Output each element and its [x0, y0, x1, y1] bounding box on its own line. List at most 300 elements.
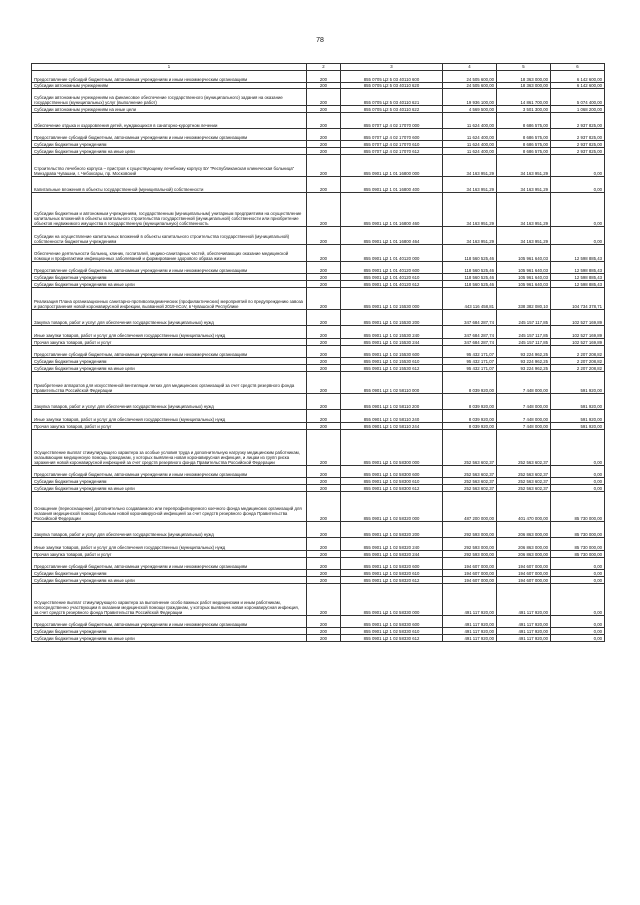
- row-code-cell: 200: [307, 466, 341, 478]
- row-name-cell: Субсидии бюджетным учреждениям на иные цели: [32, 365, 307, 372]
- row-name-cell: Предоставление субсидий бюджетным, автономным учреждениям и иным некоммерческим организациям: [32, 262, 307, 274]
- row-name-cell: Субсидии бюджетным учреждениям: [32, 141, 307, 148]
- row-code-cell: 200: [307, 148, 341, 155]
- table-row: [32, 274, 605, 281]
- row-approved-cell: 252 563 602,37: [443, 466, 497, 478]
- row-name-cell: Субсидии бюджетным учреждениям: [32, 274, 307, 281]
- row-name-cell: Иные закупки товаров, работ и услуг для обеспечения государственных (муниципальных) нужд: [32, 326, 307, 339]
- row-code-cell: 200: [307, 538, 341, 551]
- row-classification-cell: 855 0901 Ц2 1 02 58320 610: [341, 570, 443, 577]
- row-unexecuted-cell: 6 142 600,00: [551, 71, 605, 83]
- row-approved-cell: 252 563 602,37: [443, 485, 497, 492]
- row-approved-cell: 194 607 000,00: [443, 570, 497, 577]
- row-code-cell: 200: [307, 372, 341, 394]
- row-executed-cell: 105 961 640,03: [497, 262, 551, 274]
- row-executed-cell: 245 157 117,85: [497, 339, 551, 346]
- table-row: [32, 129, 605, 141]
- row-code-cell: 200: [307, 584, 341, 616]
- row-code-cell: 200: [307, 113, 341, 129]
- row-approved-cell: 4 569 500,00: [443, 106, 497, 113]
- row-name-cell: Предоставление субсидий бюджетным, автономным учреждениям и иным некоммерческим организациям: [32, 129, 307, 141]
- row-name-cell: Закупка товаров, работ и услуг для обеспечения государственных (муниципальных) нужд: [32, 394, 307, 410]
- row-code-cell: 200: [307, 394, 341, 410]
- row-executed-cell: 93 224 962,25: [497, 358, 551, 365]
- row-unexecuted-cell: 102 527 169,89: [551, 339, 605, 346]
- row-name-cell: Реализация Плана организационных санитарно-противоэпидемических (профилактических) мероприятий по предупреждению завоза и распространения новой коронавирусной инфекции, вызванной 2019-nCoV, в Чувашской Республике: [32, 288, 307, 310]
- row-classification-cell: 855 0901 Ц2 1 02 58320 000: [341, 492, 443, 522]
- row-executed-cell: 7 448 000,00: [497, 372, 551, 394]
- row-name-cell: Предоставление субсидий бюджетным, автономным учреждениям и иным некоммерческим организациям: [32, 466, 307, 478]
- row-code-cell: 200: [307, 193, 341, 227]
- row-code-cell: 200: [307, 423, 341, 430]
- row-executed-cell: 491 117 920,00: [497, 635, 551, 642]
- row-name-cell: Субсидии бюджетным и автономным учреждениям, государственным (муниципальным) унитарным предприятиям на осуществление капитальных вложений в объекты капитального строительства государственной (муниципальной) собственности или приобретение объектов недвижимого имущества в государственную (муниципальную) собственность: [32, 193, 307, 227]
- row-unexecuted-cell: 0,00: [551, 577, 605, 584]
- row-executed-cell: 18 363 000,00: [497, 83, 551, 89]
- row-approved-cell: 252 563 602,37: [443, 478, 497, 485]
- row-executed-cell: 206 863 000,00: [497, 522, 551, 538]
- row-classification-cell: 855 0705 Ц2 5 03 40110 622: [341, 106, 443, 113]
- row-unexecuted-cell: 85 730 000,00: [551, 538, 605, 551]
- row-unexecuted-cell: 0,00: [551, 466, 605, 478]
- row-code-cell: 200: [307, 129, 341, 141]
- row-approved-cell: 118 560 525,46: [443, 274, 497, 281]
- row-code-cell: 200: [307, 558, 341, 570]
- row-executed-cell: 93 224 962,25: [497, 346, 551, 358]
- row-approved-cell: 95 432 171,07: [443, 358, 497, 365]
- row-classification-cell: 855 0901 Ц2 1 02 58320 240: [341, 538, 443, 551]
- row-code-cell: 200: [307, 310, 341, 326]
- row-approved-cell: 252 563 602,37: [443, 430, 497, 466]
- row-approved-cell: 24 505 600,00: [443, 71, 497, 83]
- row-unexecuted-cell: 2 207 208,82: [551, 365, 605, 372]
- row-approved-cell: 347 684 287,74: [443, 339, 497, 346]
- row-code-cell: 200: [307, 141, 341, 148]
- row-unexecuted-cell: 591 920,00: [551, 394, 605, 410]
- row-approved-cell: 487 200 000,00: [443, 492, 497, 522]
- row-code-cell: 200: [307, 326, 341, 339]
- row-code-cell: 200: [307, 281, 341, 288]
- row-approved-cell: 491 117 920,00: [443, 635, 497, 642]
- table-row: [32, 227, 605, 245]
- row-executed-cell: 7 448 000,00: [497, 423, 551, 430]
- row-unexecuted-cell: 0,00: [551, 485, 605, 492]
- row-unexecuted-cell: 591 920,00: [551, 423, 605, 430]
- row-code-cell: 200: [307, 227, 341, 245]
- row-approved-cell: 491 117 920,00: [443, 584, 497, 616]
- table-row: [32, 245, 605, 262]
- row-code-cell: 200: [307, 358, 341, 365]
- row-classification-cell: 855 0901 Ц2 1 02 15530 000: [341, 288, 443, 310]
- row-unexecuted-cell: 0,00: [551, 193, 605, 227]
- row-classification-cell: 855 0901 Ц2 1 01 16800 000: [341, 155, 443, 177]
- row-executed-cell: 491 117 920,00: [497, 584, 551, 616]
- row-unexecuted-cell: 12 598 885,43: [551, 245, 605, 262]
- row-classification-cell: 855 0901 Ц2 1 02 58300 000: [341, 430, 443, 466]
- row-classification-cell: 855 0901 Ц2 1 02 15530 610: [341, 358, 443, 365]
- row-classification-cell: 855 0901 Ц2 1 02 58320 600: [341, 558, 443, 570]
- table-row: [32, 430, 605, 466]
- row-code-cell: 200: [307, 616, 341, 628]
- row-executed-cell: 18 363 000,00: [497, 71, 551, 83]
- row-classification-cell: 855 0705 Ц2 5 03 40110 621: [341, 89, 443, 106]
- row-approved-cell: 347 684 287,74: [443, 326, 497, 339]
- row-name-cell: Субсидии на осуществление капитальных вложений в объекты капитального строительства государственной (муниципальной) собственности бюджетным учреждениям: [32, 227, 307, 245]
- row-approved-cell: 8 039 920,00: [443, 394, 497, 410]
- table-row: [32, 423, 605, 430]
- table-row: [32, 492, 605, 522]
- row-unexecuted-cell: 0,00: [551, 584, 605, 616]
- row-approved-cell: 292 593 000,00: [443, 551, 497, 558]
- row-classification-cell: 855 0901 Ц2 1 02 58320 244: [341, 551, 443, 558]
- table-row: [32, 326, 605, 339]
- column-header: 6: [551, 64, 605, 71]
- row-unexecuted-cell: 12 598 885,43: [551, 262, 605, 274]
- row-code-cell: 200: [307, 83, 341, 89]
- row-code-cell: 200: [307, 339, 341, 346]
- row-classification-cell: 855 0707 Ц2 4 02 17070 600: [341, 129, 443, 141]
- row-classification-cell: 855 0901 Ц2 1 02 58330 612: [341, 635, 443, 642]
- row-approved-cell: 34 163 951,29: [443, 155, 497, 177]
- row-unexecuted-cell: 102 527 169,89: [551, 310, 605, 326]
- row-approved-cell: 95 432 171,07: [443, 346, 497, 358]
- row-code-cell: 200: [307, 274, 341, 281]
- row-code-cell: 200: [307, 365, 341, 372]
- row-approved-cell: 24 505 600,00: [443, 83, 497, 89]
- row-name-cell: Обеспечение отдыха и оздоровления детей, нуждающихся в санаторно-курортном лечении: [32, 113, 307, 129]
- row-executed-cell: 7 448 000,00: [497, 410, 551, 423]
- table-row: [32, 394, 605, 410]
- row-unexecuted-cell: 2 937 825,00: [551, 129, 605, 141]
- column-header: 5: [497, 64, 551, 71]
- row-approved-cell: 11 624 400,00: [443, 148, 497, 155]
- row-classification-cell: 855 0901 Ц2 1 01 16800 400: [341, 177, 443, 193]
- row-name-cell: Закупка товаров, работ и услуг для обеспечения государственных (муниципальных) нужд: [32, 310, 307, 326]
- row-approved-cell: 292 593 000,00: [443, 538, 497, 551]
- table-row: [32, 485, 605, 492]
- row-approved-cell: 8 039 920,00: [443, 423, 497, 430]
- row-code-cell: 200: [307, 492, 341, 522]
- row-classification-cell: 855 0901 Ц2 1 02 58110 244: [341, 423, 443, 430]
- table-row: [32, 141, 605, 148]
- row-name-cell: Строительство лечебного корпуса – пристроя к существующему лечебному корпусу БУ "Республиканская клиническая больница" Минздрава Чувашии, г. Чебоксары, пр. Московский: [32, 155, 307, 177]
- row-executed-cell: 7 448 000,00: [497, 394, 551, 410]
- row-approved-cell: 34 163 951,29: [443, 193, 497, 227]
- table-row: [32, 538, 605, 551]
- row-classification-cell: 855 0901 Ц2 1 01 40120 612: [341, 281, 443, 288]
- table-row: [32, 372, 605, 394]
- row-unexecuted-cell: 85 730 000,00: [551, 492, 605, 522]
- table-row: [32, 584, 605, 616]
- row-unexecuted-cell: 12 598 885,43: [551, 281, 605, 288]
- row-name-cell: Обеспечение деятельности больниц, клиник, госпиталей, медико-санитарных частей, обеспечивающих оказание медицинской помощи и профилактики инфекционных заболеваний и формирование здорового образа жизни: [32, 245, 307, 262]
- row-unexecuted-cell: 12 598 885,43: [551, 274, 605, 281]
- row-unexecuted-cell: 0,00: [551, 155, 605, 177]
- row-code-cell: 200: [307, 155, 341, 177]
- row-name-cell: Субсидии бюджетным учреждениям: [32, 628, 307, 635]
- row-approved-cell: 292 593 000,00: [443, 522, 497, 538]
- table-row: [32, 478, 605, 485]
- row-name-cell: Субсидии бюджетным учреждениям: [32, 478, 307, 485]
- row-name-cell: Субсидии бюджетным учреждениям на иные цели: [32, 635, 307, 642]
- row-executed-cell: 245 157 117,85: [497, 326, 551, 339]
- row-executed-cell: 252 563 602,37: [497, 478, 551, 485]
- row-unexecuted-cell: 102 527 169,89: [551, 326, 605, 339]
- row-approved-cell: 118 560 525,46: [443, 281, 497, 288]
- row-executed-cell: 252 563 602,37: [497, 466, 551, 478]
- row-code-cell: 200: [307, 177, 341, 193]
- row-code-cell: 200: [307, 89, 341, 106]
- table-row: [32, 570, 605, 577]
- table-row: [32, 635, 605, 642]
- row-executed-cell: 194 607 000,00: [497, 570, 551, 577]
- row-approved-cell: 95 432 171,07: [443, 365, 497, 372]
- budget-table: [31, 63, 605, 642]
- row-name-cell: Предоставление субсидий бюджетным, автономным учреждениям и иным некоммерческим организациям: [32, 616, 307, 628]
- row-classification-cell: 855 0901 Ц2 1 02 58110 240: [341, 410, 443, 423]
- table-row: [32, 89, 605, 106]
- table-row: [32, 310, 605, 326]
- row-executed-cell: 8 686 575,00: [497, 141, 551, 148]
- table-row: [32, 522, 605, 538]
- row-classification-cell: 855 0707 Ц2 4 02 17070 612: [341, 148, 443, 155]
- row-classification-cell: 855 0705 Ц2 5 03 40110 600: [341, 71, 443, 83]
- row-approved-cell: 8 039 920,00: [443, 372, 497, 394]
- row-unexecuted-cell: 0,00: [551, 177, 605, 193]
- row-code-cell: 200: [307, 628, 341, 635]
- table-row: [32, 288, 605, 310]
- row-unexecuted-cell: 2 937 825,00: [551, 141, 605, 148]
- row-name-cell: Субсидии бюджетным учреждениям на иные цели: [32, 148, 307, 155]
- row-approved-cell: 11 624 400,00: [443, 141, 497, 148]
- row-executed-cell: 8 686 575,00: [497, 113, 551, 129]
- row-executed-cell: 338 382 080,10: [497, 288, 551, 310]
- row-classification-cell: 855 0901 Ц2 1 02 15530 612: [341, 365, 443, 372]
- table-row: [32, 155, 605, 177]
- row-approved-cell: 491 117 920,00: [443, 616, 497, 628]
- row-classification-cell: 855 0901 Ц2 1 01 16800 460: [341, 193, 443, 227]
- table-row: [32, 193, 605, 227]
- row-executed-cell: 8 686 575,00: [497, 148, 551, 155]
- table-row: [32, 628, 605, 635]
- row-classification-cell: 855 0707 Ц2 4 02 17070 610: [341, 141, 443, 148]
- row-approved-cell: 194 607 000,00: [443, 577, 497, 584]
- row-unexecuted-cell: 0,00: [551, 558, 605, 570]
- row-unexecuted-cell: 6 142 600,00: [551, 83, 605, 89]
- row-classification-cell: 855 0901 Ц2 1 02 58330 600: [341, 616, 443, 628]
- row-name-cell: Субсидии бюджетным учреждениям на иные цели: [32, 281, 307, 288]
- column-header: 2: [307, 64, 341, 71]
- row-code-cell: 200: [307, 577, 341, 584]
- row-code-cell: 200: [307, 570, 341, 577]
- row-unexecuted-cell: 0,00: [551, 616, 605, 628]
- row-name-cell: Субсидии бюджетным учреждениям на иные цели: [32, 485, 307, 492]
- row-executed-cell: 194 607 000,00: [497, 577, 551, 584]
- row-name-cell: Иные закупки товаров, работ и услуг для обеспечения государственных (муниципальных) нужд: [32, 410, 307, 423]
- row-name-cell: Предоставление субсидий бюджетным, автономным учреждениям и иным некоммерческим организациям: [32, 71, 307, 83]
- row-code-cell: 200: [307, 346, 341, 358]
- row-unexecuted-cell: 0,00: [551, 628, 605, 635]
- row-classification-cell: 855 0901 Ц2 1 02 58300 600: [341, 466, 443, 478]
- row-executed-cell: 491 117 920,00: [497, 616, 551, 628]
- row-classification-cell: 855 0901 Ц2 1 02 58300 610: [341, 478, 443, 485]
- row-code-cell: 200: [307, 288, 341, 310]
- row-classification-cell: 855 0901 Ц2 1 02 58110 000: [341, 372, 443, 394]
- row-executed-cell: 491 117 920,00: [497, 628, 551, 635]
- row-unexecuted-cell: 5 074 400,00: [551, 89, 605, 106]
- row-unexecuted-cell: 591 920,00: [551, 372, 605, 394]
- row-classification-cell: 855 0901 Ц2 1 01 40120 000: [341, 245, 443, 262]
- row-code-cell: 200: [307, 106, 341, 113]
- row-classification-cell: 855 0901 Ц2 1 02 58320 200: [341, 522, 443, 538]
- table-row: [32, 281, 605, 288]
- row-unexecuted-cell: 1 068 200,00: [551, 106, 605, 113]
- row-approved-cell: 34 163 951,29: [443, 227, 497, 245]
- column-header: 4: [443, 64, 497, 71]
- row-classification-cell: 855 0901 Ц2 1 02 58330 000: [341, 584, 443, 616]
- row-code-cell: 200: [307, 71, 341, 83]
- row-unexecuted-cell: 2 207 208,82: [551, 358, 605, 365]
- row-approved-cell: 347 684 287,74: [443, 310, 497, 326]
- row-name-cell: Субсидии бюджетным учреждениям: [32, 358, 307, 365]
- row-classification-cell: 855 0901 Ц2 1 01 16800 464: [341, 227, 443, 245]
- row-name-cell: Закупка товаров, работ и услуг для обеспечения государственных (муниципальных) нужд: [32, 522, 307, 538]
- table-row: [32, 358, 605, 365]
- table-row: [32, 466, 605, 478]
- row-classification-cell: 855 0901 Ц2 1 02 58110 200: [341, 394, 443, 410]
- table-row: [32, 410, 605, 423]
- row-executed-cell: 194 607 000,00: [497, 558, 551, 570]
- row-code-cell: 200: [307, 245, 341, 262]
- row-name-cell: Приобретение аппаратов для искусственной вентиляции легких для медицинских организаций за счет средств резервного фонда Правительства Российской Федерации: [32, 372, 307, 394]
- row-name-cell: Субсидии автономным учреждениям: [32, 83, 307, 89]
- row-classification-cell: 855 0901 Ц2 1 02 15530 600: [341, 346, 443, 358]
- row-name-cell: Прочая закупка товаров, работ и услуг: [32, 551, 307, 558]
- row-classification-cell: 855 0901 Ц2 1 01 40120 600: [341, 262, 443, 274]
- row-unexecuted-cell: 0,00: [551, 430, 605, 466]
- row-approved-cell: 8 039 920,00: [443, 410, 497, 423]
- row-unexecuted-cell: 85 730 000,00: [551, 551, 605, 558]
- row-executed-cell: 105 961 640,03: [497, 245, 551, 262]
- row-name-cell: Оснащение (переоснащение) дополнительно создаваемого или перепрофилируемого коечного фонда медицинских организаций для оказания медицинской помощи больным новой коронавирусной инфекцией за счет средств резервного фонда Правительства Российской Федерации: [32, 492, 307, 522]
- row-code-cell: 200: [307, 551, 341, 558]
- row-unexecuted-cell: 104 734 378,71: [551, 288, 605, 310]
- row-approved-cell: 118 560 525,46: [443, 245, 497, 262]
- row-executed-cell: 105 961 640,03: [497, 281, 551, 288]
- row-classification-cell: 855 0901 Ц2 1 02 15530 200: [341, 310, 443, 326]
- row-name-cell: Предоставление субсидий бюджетным, автономным учреждениям и иным некоммерческим организациям: [32, 346, 307, 358]
- row-classification-cell: 855 0901 Ц2 1 02 58300 612: [341, 485, 443, 492]
- table-row: [32, 365, 605, 372]
- row-executed-cell: 34 163 951,29: [497, 193, 551, 227]
- budget-table-body: [32, 64, 605, 642]
- row-name-cell: Прочая закупка товаров, работ и услуг: [32, 423, 307, 430]
- row-classification-cell: 855 0901 Ц2 1 02 15530 240: [341, 326, 443, 339]
- table-row: [32, 339, 605, 346]
- page-number: 78: [316, 37, 324, 44]
- table-row: [32, 148, 605, 155]
- row-classification-cell: 855 0901 Ц2 1 02 15530 244: [341, 339, 443, 346]
- row-unexecuted-cell: 0,00: [551, 478, 605, 485]
- row-unexecuted-cell: 2 937 825,00: [551, 113, 605, 129]
- row-name-cell: Осуществление выплат стимулирующего характера за выполнение особо важных работ медицинским и иным работникам, непосредственно участвующим в оказании медицинской помощи гражданам, у которых выявлена новая коронавирусная инфекция, за счет средств резервного фонда Правительства Российской Федерации: [32, 584, 307, 616]
- row-unexecuted-cell: 0,00: [551, 635, 605, 642]
- row-code-cell: 200: [307, 410, 341, 423]
- row-unexecuted-cell: 2 937 825,00: [551, 148, 605, 155]
- row-name-cell: Предоставление субсидий бюджетным, автономным учреждениям и иным некоммерческим организациям: [32, 558, 307, 570]
- row-executed-cell: 206 863 000,00: [497, 551, 551, 558]
- row-executed-cell: 34 163 951,29: [497, 155, 551, 177]
- table-row: [32, 558, 605, 570]
- row-approved-cell: 194 607 000,00: [443, 558, 497, 570]
- row-name-cell: Субсидии бюджетным учреждениям на иные цели: [32, 577, 307, 584]
- row-executed-cell: 3 501 300,00: [497, 106, 551, 113]
- column-header: 3: [341, 64, 443, 71]
- row-unexecuted-cell: 0,00: [551, 227, 605, 245]
- row-code-cell: 200: [307, 478, 341, 485]
- row-executed-cell: 206 863 000,00: [497, 538, 551, 551]
- row-approved-cell: 11 624 400,00: [443, 113, 497, 129]
- table-row: [32, 346, 605, 358]
- row-executed-cell: 401 470 000,00: [497, 492, 551, 522]
- row-name-cell: Прочая закупка товаров, работ и услуг: [32, 339, 307, 346]
- row-executed-cell: 245 157 117,85: [497, 310, 551, 326]
- row-classification-cell: 855 0901 Ц2 1 01 40120 610: [341, 274, 443, 281]
- row-executed-cell: 34 163 951,29: [497, 227, 551, 245]
- row-classification-cell: 855 0901 Ц2 1 02 58320 612: [341, 577, 443, 584]
- table-row: [32, 106, 605, 113]
- row-classification-cell: 855 0705 Ц2 5 03 40110 620: [341, 83, 443, 89]
- row-name-cell: Субсидии автономным учреждениям на иные цели: [32, 106, 307, 113]
- row-unexecuted-cell: 591 920,00: [551, 410, 605, 423]
- table-row: [32, 616, 605, 628]
- row-code-cell: 200: [307, 485, 341, 492]
- row-executed-cell: 105 961 640,03: [497, 274, 551, 281]
- row-approved-cell: 118 560 525,46: [443, 262, 497, 274]
- row-executed-cell: 14 861 700,00: [497, 89, 551, 106]
- row-name-cell: Субсидии бюджетным учреждениям: [32, 570, 307, 577]
- row-approved-cell: 443 116 458,81: [443, 288, 497, 310]
- row-unexecuted-cell: 0,00: [551, 570, 605, 577]
- table-row: [32, 262, 605, 274]
- row-executed-cell: 8 686 575,00: [497, 129, 551, 141]
- table-header-row: [32, 64, 605, 71]
- row-approved-cell: 19 936 100,00: [443, 89, 497, 106]
- row-approved-cell: 11 624 400,00: [443, 129, 497, 141]
- row-executed-cell: 252 563 602,37: [497, 430, 551, 466]
- row-code-cell: 200: [307, 430, 341, 466]
- table-row: [32, 177, 605, 193]
- row-name-cell: Субсидии автономным учреждениям на финансовое обеспечение государственного (муниципального) задания на оказание государственных (муниципальных) услуг (выполнение работ): [32, 89, 307, 106]
- row-approved-cell: 491 117 920,00: [443, 628, 497, 635]
- row-name-cell: Капитальные вложения в объекты государственной (муниципальной) собственности: [32, 177, 307, 193]
- row-unexecuted-cell: 85 730 000,00: [551, 522, 605, 538]
- row-classification-cell: 855 0707 Ц2 4 02 17070 000: [341, 113, 443, 129]
- table-row: [32, 113, 605, 129]
- row-approved-cell: 34 163 951,29: [443, 177, 497, 193]
- table-row: [32, 577, 605, 584]
- row-unexecuted-cell: 2 207 208,82: [551, 346, 605, 358]
- column-header: 1: [32, 64, 307, 71]
- table-row: [32, 71, 605, 83]
- row-code-cell: 200: [307, 262, 341, 274]
- table-row: [32, 551, 605, 558]
- row-code-cell: 200: [307, 522, 341, 538]
- row-executed-cell: 93 224 962,25: [497, 365, 551, 372]
- row-classification-cell: 855 0901 Ц2 1 02 58330 610: [341, 628, 443, 635]
- row-name-cell: Осуществление выплат стимулирующего характера за особые условия труда и дополнительную нагрузку медицинским работникам, оказывающим медицинскую помощь гражданам, у которых выявлена новая коронавирусная инфекция, и лицам из групп риска заражения новой коронавирусной инфекцией за счет средств резервного фонда Правительства Российской Федерации: [32, 430, 307, 466]
- row-name-cell: Иные закупки товаров, работ и услуг для обеспечения государственных (муниципальных) нужд: [32, 538, 307, 551]
